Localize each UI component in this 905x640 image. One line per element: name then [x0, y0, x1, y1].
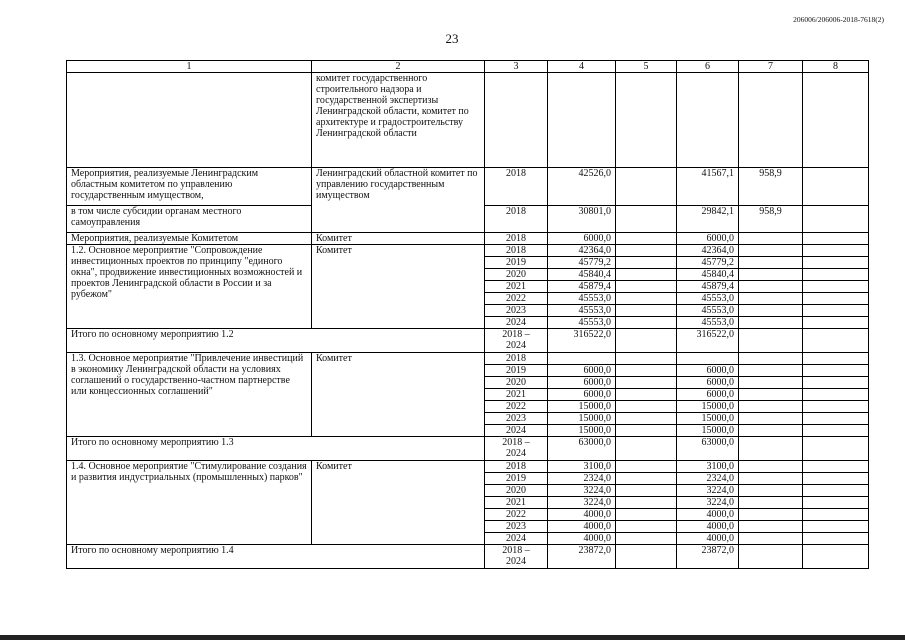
value-cell: [739, 269, 803, 281]
value-cell: 3224,0: [548, 497, 616, 509]
total-row: [67, 545, 869, 569]
year-cell: 2018: [485, 168, 548, 206]
value-cell: [739, 245, 803, 257]
value-cell: [803, 425, 869, 437]
activity-cell: 1.3. Основное мероприятие "Привлечение инвестиций в экономику Ленинградской области на условиях соглашений о государственно-частном партнерстве или концессионных соглашений": [67, 353, 312, 437]
column-number: 1: [67, 61, 312, 73]
value-cell: 958,9: [739, 206, 803, 233]
value-cell: [739, 257, 803, 269]
year-cell: 2021: [485, 281, 548, 293]
value-cell: [803, 497, 869, 509]
value-cell: 45779,2: [677, 257, 739, 269]
executor-cell: Ленинградский областной комитет по управлению государственным имуществом: [312, 168, 485, 233]
value-cell: [739, 521, 803, 533]
value-cell: 30801,0: [548, 206, 616, 233]
value-cell: [616, 73, 677, 168]
value-cell: [803, 473, 869, 485]
year-range-start: 2018 –: [502, 329, 530, 340]
value-cell: [803, 168, 869, 206]
value-cell: [616, 245, 677, 257]
value-cell: 45553,0: [548, 293, 616, 305]
value-cell: [739, 401, 803, 413]
value-cell: [803, 206, 869, 233]
value-cell: [739, 389, 803, 401]
value-cell: [616, 293, 677, 305]
value-cell: 6000,0: [677, 389, 739, 401]
total-value-cell: 316522,0: [548, 329, 616, 353]
value-cell: [616, 269, 677, 281]
value-cell: [739, 473, 803, 485]
value-cell: 29842,1: [677, 206, 739, 233]
column-number: 8: [803, 61, 869, 73]
value-cell: [803, 377, 869, 389]
table-row: [67, 353, 869, 365]
value-cell: [616, 425, 677, 437]
value-cell: [739, 425, 803, 437]
page-number: 23: [445, 31, 459, 46]
total-label-cell: Итого по основному мероприятию 1.3: [67, 437, 485, 461]
year-cell: 2020: [485, 377, 548, 389]
year-cell: 2018: [485, 461, 548, 473]
value-cell: [616, 509, 677, 521]
value-cell: 45553,0: [548, 305, 616, 317]
value-cell: 15000,0: [677, 401, 739, 413]
value-cell: [803, 413, 869, 425]
total-value-cell: 63000,0: [548, 437, 616, 461]
year-cell: 2018: [485, 353, 548, 365]
value-cell: 6000,0: [548, 389, 616, 401]
activity-cell: 1.4. Основное мероприятие "Стимулирование создания и развития индустриальных (промышленных) парков": [67, 461, 312, 545]
value-cell: [616, 437, 677, 461]
value-cell: [803, 509, 869, 521]
value-cell: 15000,0: [677, 413, 739, 425]
table-row: [67, 245, 869, 257]
value-cell: [739, 317, 803, 329]
table-row: [67, 233, 869, 245]
value-cell: [803, 461, 869, 473]
value-cell: [739, 233, 803, 245]
value-cell: 45553,0: [677, 305, 739, 317]
value-cell: [739, 353, 803, 365]
year-cell: 2018: [485, 233, 548, 245]
value-cell: [616, 257, 677, 269]
total-label-cell: Итого по основному мероприятию 1.4: [67, 545, 485, 569]
year-cell: 2024: [485, 425, 548, 437]
activity-cell: Мероприятия, реализуемые Комитетом: [67, 233, 312, 245]
value-cell: [616, 545, 677, 569]
value-cell: 45840,4: [677, 269, 739, 281]
year-cell: 2024: [485, 533, 548, 545]
year-cell: 2019: [485, 257, 548, 269]
value-cell: [803, 317, 869, 329]
table-row: [67, 168, 869, 206]
value-cell: [616, 329, 677, 353]
value-cell: [803, 245, 869, 257]
value-cell: 45553,0: [677, 293, 739, 305]
value-cell: 4000,0: [677, 509, 739, 521]
value-cell: [739, 545, 803, 569]
year-cell: 2022: [485, 401, 548, 413]
year-cell: 2022: [485, 509, 548, 521]
value-cell: 41567,1: [677, 168, 739, 206]
value-cell: 6000,0: [548, 365, 616, 377]
value-cell: 3224,0: [677, 497, 739, 509]
executor-cell: комитет государственного строительного надзора и государственной экспертизы Ленинградской области, комитет по архитектуре и градостроительству Ленинградской области: [312, 73, 485, 168]
column-number: 4: [548, 61, 616, 73]
year-cell: 2021: [485, 389, 548, 401]
value-cell: 6000,0: [677, 233, 739, 245]
value-cell: 42364,0: [677, 245, 739, 257]
value-cell: 45879,4: [677, 281, 739, 293]
value-cell: 3224,0: [548, 485, 616, 497]
executor-cell: Комитет: [312, 461, 485, 545]
column-number: 7: [739, 61, 803, 73]
value-cell: [616, 317, 677, 329]
value-cell: 4000,0: [677, 533, 739, 545]
value-cell: 6000,0: [677, 377, 739, 389]
executor-cell: Комитет: [312, 245, 485, 329]
executor-cell: Комитет: [312, 233, 485, 245]
value-cell: [616, 461, 677, 473]
value-cell: 6000,0: [548, 233, 616, 245]
value-cell: [803, 293, 869, 305]
value-cell: [616, 281, 677, 293]
document-reference: 206006/206006-2018-7618(2): [793, 15, 884, 24]
value-cell: [803, 329, 869, 353]
year-cell: 2018: [485, 206, 548, 233]
year-range-cell: [485, 437, 548, 461]
value-cell: 4000,0: [548, 509, 616, 521]
value-cell: [616, 485, 677, 497]
total-value-cell: 23872,0: [548, 545, 616, 569]
scan-edge: [0, 635, 905, 640]
value-cell: 6000,0: [548, 377, 616, 389]
value-cell: 958,9: [739, 168, 803, 206]
value-cell: 6000,0: [677, 365, 739, 377]
value-cell: [739, 437, 803, 461]
column-number: 5: [616, 61, 677, 73]
year-cell: 2020: [485, 269, 548, 281]
year-range-start: 2018 –: [502, 437, 530, 448]
value-cell: [616, 413, 677, 425]
year-cell: 2019: [485, 473, 548, 485]
value-cell: [803, 521, 869, 533]
value-cell: [548, 73, 616, 168]
value-cell: [739, 413, 803, 425]
year-range-start: 2018 –: [502, 545, 530, 556]
value-cell: [616, 206, 677, 233]
value-cell: [616, 389, 677, 401]
value-cell: [739, 377, 803, 389]
value-cell: [803, 401, 869, 413]
activity-cell: Мероприятия, реализуемые Ленинградским областным комитетом по управлению государственным имуществом,: [67, 168, 312, 206]
value-cell: 42526,0: [548, 168, 616, 206]
value-cell: 2324,0: [548, 473, 616, 485]
value-cell: [803, 73, 869, 168]
value-cell: [739, 497, 803, 509]
activity-cell: [67, 73, 312, 168]
value-cell: [616, 365, 677, 377]
total-label-cell: Итого по основному мероприятию 1.2: [67, 329, 485, 353]
value-cell: [739, 461, 803, 473]
year-cell: 2021: [485, 497, 548, 509]
value-cell: [616, 473, 677, 485]
value-cell: 45553,0: [548, 317, 616, 329]
year-range-cell: [485, 545, 548, 569]
value-cell: [739, 281, 803, 293]
value-cell: [803, 269, 869, 281]
value-cell: [739, 293, 803, 305]
value-cell: [616, 497, 677, 509]
value-cell: [803, 533, 869, 545]
value-cell: [739, 329, 803, 353]
value-cell: [803, 365, 869, 377]
table-row: [67, 73, 869, 168]
year-range-end: 2024: [506, 340, 526, 351]
value-cell: 4000,0: [548, 533, 616, 545]
activity-cell: 1.2. Основное мероприятие "Сопровождение инвестиционных проектов по принципу "единого окна", продвижение инвестиционных возможностей и проектов Ленинградской области в России и за рубежом": [67, 245, 312, 329]
program-table: [66, 60, 869, 569]
year-cell: 2020: [485, 485, 548, 497]
value-cell: [739, 509, 803, 521]
year-cell: 2023: [485, 413, 548, 425]
value-cell: [803, 485, 869, 497]
column-number: 6: [677, 61, 739, 73]
column-number: 3: [485, 61, 548, 73]
total-value-cell: 316522,0: [677, 329, 739, 353]
year-cell: 2019: [485, 365, 548, 377]
year-cell: 2022: [485, 293, 548, 305]
value-cell: [616, 533, 677, 545]
year-range-end: 2024: [506, 556, 526, 567]
value-cell: [803, 305, 869, 317]
value-cell: [739, 533, 803, 545]
value-cell: [803, 437, 869, 461]
total-value-cell: 23872,0: [677, 545, 739, 569]
value-cell: [803, 353, 869, 365]
value-cell: 4000,0: [548, 521, 616, 533]
value-cell: [803, 233, 869, 245]
value-cell: 15000,0: [548, 401, 616, 413]
value-cell: [739, 485, 803, 497]
column-number: 2: [312, 61, 485, 73]
total-row: [67, 329, 869, 353]
value-cell: [616, 377, 677, 389]
value-cell: [548, 353, 616, 365]
value-cell: 15000,0: [548, 425, 616, 437]
total-row: [67, 437, 869, 461]
value-cell: 2324,0: [677, 473, 739, 485]
value-cell: [485, 73, 548, 168]
value-cell: [739, 73, 803, 168]
total-value-cell: 63000,0: [677, 437, 739, 461]
year-range-cell: [485, 329, 548, 353]
value-cell: [803, 545, 869, 569]
value-cell: [616, 305, 677, 317]
value-cell: 3100,0: [677, 461, 739, 473]
value-cell: 4000,0: [677, 521, 739, 533]
value-cell: [803, 281, 869, 293]
value-cell: 15000,0: [548, 413, 616, 425]
year-cell: 2018: [485, 245, 548, 257]
value-cell: [616, 521, 677, 533]
year-cell: 2023: [485, 305, 548, 317]
year-range-end: 2024: [506, 448, 526, 459]
executor-cell: Комитет: [312, 353, 485, 437]
year-cell: 2024: [485, 317, 548, 329]
value-cell: 3224,0: [677, 485, 739, 497]
value-cell: [803, 257, 869, 269]
value-cell: 45779,2: [548, 257, 616, 269]
value-cell: [803, 389, 869, 401]
value-cell: 45553,0: [677, 317, 739, 329]
value-cell: [739, 305, 803, 317]
value-cell: [616, 353, 677, 365]
value-cell: [677, 73, 739, 168]
value-cell: 45840,4: [548, 269, 616, 281]
activity-cell: в том числе субсидии органам местного самоуправления: [67, 206, 312, 233]
value-cell: 42364,0: [548, 245, 616, 257]
value-cell: 3100,0: [548, 461, 616, 473]
value-cell: 45879,4: [548, 281, 616, 293]
value-cell: [616, 168, 677, 206]
year-cell: 2023: [485, 521, 548, 533]
value-cell: [616, 401, 677, 413]
value-cell: 15000,0: [677, 425, 739, 437]
value-cell: [739, 365, 803, 377]
value-cell: [677, 353, 739, 365]
table-row: [67, 461, 869, 473]
value-cell: [616, 233, 677, 245]
column-number-row: [67, 61, 869, 73]
